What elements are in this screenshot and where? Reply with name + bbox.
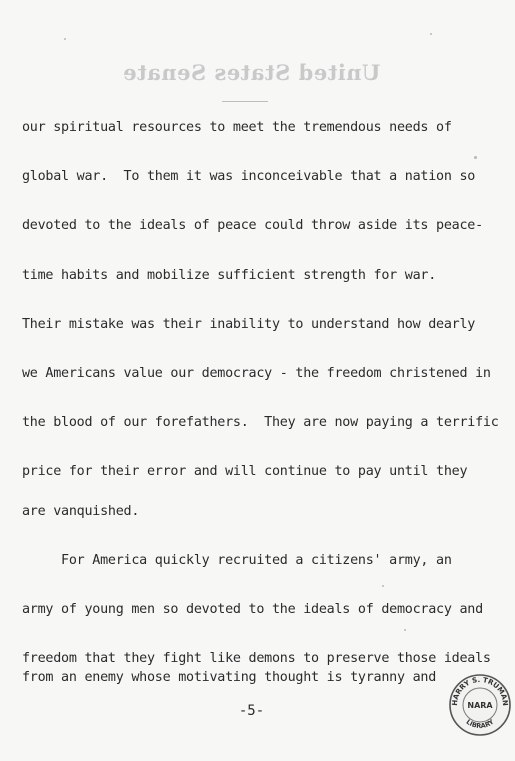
body-line: the blood of our forefathers. They are now paying a terrific [22, 415, 499, 430]
paper-speck [404, 629, 406, 631]
page-number: -5- [238, 703, 265, 719]
paper-speck [382, 585, 384, 587]
archive-stamp [445, 667, 510, 733]
body-line: Their mistake was their inability to understand how dearly [22, 317, 476, 332]
paper-speck [474, 156, 477, 159]
body-line: price for their error and will continue to pay until they [22, 464, 468, 479]
stamp-top-text: HARRY S. TRUMAN [450, 675, 510, 707]
body-line: are vanquished. [22, 504, 140, 519]
body-line: army of young men so devoted to the ideals of democracy and [22, 602, 483, 617]
body-line: For America quickly recruited a citizens' army, an [22, 553, 452, 568]
body-line: our spiritual resources to meet the tremendous needs of [22, 120, 452, 135]
paper-speck [430, 33, 432, 35]
body-line: freedom that they fight like demons to preserve those ideals [22, 651, 491, 666]
letterhead-rule [222, 101, 268, 102]
body-line: global war. To them it was inconceivable that a nation so [22, 169, 476, 184]
body-line: time habits and mobilize sufficient strength for war. [22, 268, 437, 283]
paper-speck [64, 38, 66, 40]
body-line: we Americans value our democracy - the freedom christened in [22, 366, 491, 381]
body-line: devoted to the ideals of peace could throw aside its peace- [22, 218, 483, 233]
body-line: from an enemy whose motivating thought is tyranny and [22, 670, 437, 685]
stamp-bottom-text: LIBRARY [464, 717, 496, 731]
letterhead-bleedthrough: United States Senate [122, 60, 381, 85]
stamp-seal-icon [445, 667, 515, 737]
stamp-center-text: NARA [467, 701, 493, 710]
